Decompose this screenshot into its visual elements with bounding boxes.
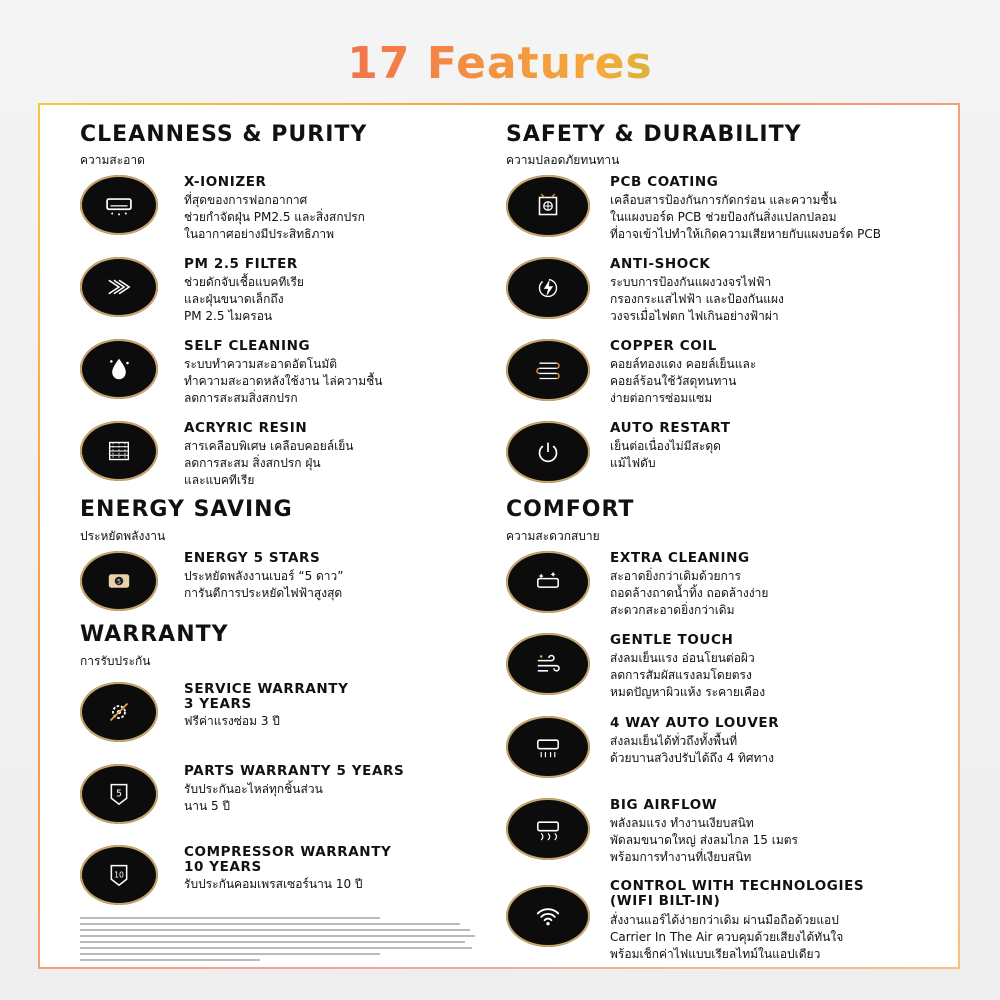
feature-title: PM 2.5 FILTER (184, 256, 298, 272)
desc-line: สารเคลือบพิเศษ เคลือบคอยล์เย็น (184, 439, 354, 453)
feature-title: EXTRA CLEANING (610, 550, 750, 566)
louver-ac-icon (506, 716, 590, 778)
title-line: CONTROL WITH TECHNOLOGIES (610, 878, 865, 894)
desc-line: ส่งลมเย็นแรง อ่อนโยนต่อผิว (610, 651, 755, 665)
desc-line: ระบบทำความสะอาดอัตโนมัติ (184, 357, 338, 371)
wifi-icon (506, 885, 590, 947)
desc-line: ในแผงบอร์ด PCB ช่วยป้องกันสิ่งแปลกปลอม (610, 210, 837, 224)
power-restart-icon (506, 421, 590, 483)
desc-line: รับประกันอะไหล่ทุกชิ้นส่วน (184, 782, 323, 796)
feature-title (184, 845, 391, 875)
desc-line: แม้ไฟดับ (610, 456, 656, 470)
desc-line: ช่วยกำจัดฝุ่น PM2.5 และสิ่งสกปรก (184, 210, 365, 224)
feature-desc (184, 876, 363, 893)
feature-desc (184, 568, 344, 602)
feature-desc (610, 568, 768, 619)
section-title-energy: ENERGY SAVING (80, 497, 293, 522)
feature-desc (184, 192, 365, 243)
fine-print (80, 917, 500, 967)
desc-line: เคลือบสารป้องกันการกัดกร่อน และความชื้น (610, 193, 837, 207)
title-line: 10 YEARS (184, 859, 262, 875)
section-title-warranty: WARRANTY (80, 622, 229, 647)
gear-wrench-icon (80, 682, 158, 742)
feature-desc (184, 438, 353, 489)
section-title-comfort: COMFORT (506, 497, 635, 522)
desc-line: วงจรเมื่อไฟตก ไฟเกินอย่างฟ้าผ่า (610, 309, 779, 323)
svg-text:5: 5 (116, 788, 122, 800)
desc-line: และฝุ่นขนาดเล็กถึง (184, 292, 284, 306)
feature-title: AUTO RESTART (610, 420, 731, 436)
feature-title: BIG AIRFLOW (610, 797, 718, 813)
desc-line: Carrier In The Air ควบคุมด้วยเสียงได้ทันใจ (610, 930, 844, 944)
desc-line: และแบคทีเรีย (184, 473, 255, 487)
feature-title: ACRYRIC RESIN (184, 420, 308, 436)
title-line: 3 YEARS (184, 696, 252, 712)
feature-desc (610, 274, 784, 325)
energy-label-5-icon (80, 551, 158, 611)
feature-desc (184, 781, 323, 815)
feature-title: ENERGY 5 STARS (184, 550, 321, 566)
svg-text:10: 10 (114, 870, 124, 880)
svg-text:5: 5 (117, 578, 121, 586)
desc-line: ทำความสะอาดหลังใช้งาน ไล่ความชื้น (184, 374, 383, 388)
section-title-cleanness: CLEANNESS & PURITY (80, 122, 368, 147)
feature-title: X-IONIZER (184, 174, 267, 190)
desc-line: คอยล์ร้อนใช้วัสดุทนทาน (610, 374, 737, 388)
feature-desc (184, 274, 304, 325)
section-subtitle-comfort: ความสะดวกสบาย (506, 529, 600, 543)
desc-line: ฟรีค่าแรงซ่อม 3 ปี (184, 714, 280, 728)
desc-line: นาน 5 ปี (184, 799, 231, 813)
section-subtitle-warranty: การรับประกัน (80, 654, 151, 668)
desc-line: พร้อมการทำงานที่เงียบสนิท (610, 850, 752, 864)
feature-title: PCB COATING (610, 174, 719, 190)
feature-title (184, 682, 349, 712)
hero-title: 17 Features (0, 38, 1000, 89)
desc-line: ประหยัดพลังงานเบอร์ “5 ดาว” (184, 569, 344, 583)
desc-line: สั่งงานแอร์ได้ง่ายกว่าเดิม ผ่านมือถือด้วยแอป (610, 913, 839, 927)
desc-line: พลังลมแรง ทำงานเงียบสนิท (610, 816, 754, 830)
desc-line: ระบบการป้องกันแผงวงจรไฟฟ้า (610, 275, 772, 289)
section-subtitle-safety: ความปลอดภัยทนทาน (506, 153, 620, 167)
water-drop-icon (80, 339, 158, 399)
feature-title: PARTS WARRANTY 5 YEARS (184, 763, 405, 779)
desc-line: รับประกันคอมเพรสเซอร์นาน 10 ปี (184, 877, 363, 891)
desc-line: พร้อมเช็กค่าไฟแบบเรียลไทม์ในแอปเดียว (610, 947, 821, 961)
desc-line: สะดวกสะอาดยิ่งกว่าเดิม (610, 603, 735, 617)
desc-line: การันตีการประหยัดไฟฟ้าสูงสุด (184, 586, 343, 600)
desc-line: ลดการสัมผัสแรงลมโดยตรง (610, 668, 752, 682)
feature-title: SELF CLEANING (184, 338, 311, 354)
feature-desc (610, 733, 774, 767)
copper-coil-icon (506, 339, 590, 401)
desc-line: ในอากาศอย่างมีประสิทธิภาพ (184, 227, 334, 241)
desc-line: ที่สุดของการฟอกอากาศ (184, 193, 308, 207)
desc-line: ลดการสะสม สิ่งสกปรก ฝุ่น (184, 456, 321, 470)
filter-icon (80, 257, 158, 317)
pcb-fan-icon (506, 175, 590, 237)
feature-desc (610, 438, 721, 472)
title-line: SERVICE WARRANTY (184, 681, 349, 697)
desc-line: พัดลมขนาดใหญ่ ส่งลมไกล 15 เมตร (610, 833, 798, 847)
desc-line: หมดปัญหาผิวแห้ง ระคายเคือง (610, 685, 766, 699)
badge-5-icon (80, 764, 158, 824)
desc-line: สะอาดยิ่งกว่าเดิมด้วยการ (610, 569, 741, 583)
desc-line: ส่งลมเย็นได้ทั่วถึงทั้งพื้นที่ (610, 734, 738, 748)
feature-title: COPPER COIL (610, 338, 718, 354)
feature-title (610, 879, 864, 909)
feature-desc (610, 192, 881, 243)
section-subtitle-cleanness: ความสะอาด (80, 153, 145, 167)
feature-title: ANTI-SHOCK (610, 256, 711, 272)
feature-desc (610, 650, 765, 701)
feature-title: GENTLE TOUCH (610, 632, 734, 648)
badge-10-icon (80, 845, 158, 905)
features-panel (38, 103, 960, 969)
ionizer-ac-icon (80, 175, 158, 235)
coil-resin-icon (80, 421, 158, 481)
desc-line: ที่อาจเข้าไปทำให้เกิดความเสียหายกับแผงบอร์ด PCB (610, 227, 881, 241)
title-line: (WIFI BILT-IN) (610, 893, 721, 909)
desc-line: ลดการสะสมสิ่งสกปรก (184, 391, 298, 405)
feature-desc (184, 713, 280, 730)
desc-line: ช่วยดักจับเชื้อแบคทีเรีย (184, 275, 304, 289)
desc-line: คอยล์ทองแดง คอยล์เย็นและ (610, 357, 757, 371)
desc-line: PM 2.5 ไมครอน (184, 309, 273, 323)
desc-line: กรองกระแสไฟฟ้า และป้องกันแผง (610, 292, 784, 306)
fine-print-lines (80, 917, 480, 965)
desc-line: ง่ายต่อการซ่อมแซม (610, 391, 713, 405)
feature-desc (610, 912, 843, 963)
section-subtitle-energy: ประหยัดพลังงาน (80, 529, 166, 543)
ac-sparkle-icon (506, 551, 590, 613)
title-line: COMPRESSOR WARRANTY (184, 844, 392, 860)
section-title-safety: SAFETY & DURABILITY (506, 122, 802, 147)
feature-title: 4 WAY AUTO LOUVER (610, 715, 780, 731)
feature-desc (184, 356, 382, 407)
gentle-wind-icon (506, 633, 590, 695)
airflow-ac-icon (506, 798, 590, 860)
desc-line: ถอดล้างถาดน้ำทิ้ง ถอดล้างง่าย (610, 586, 769, 600)
feature-desc (610, 356, 756, 407)
feature-desc (610, 815, 798, 866)
desc-line: ด้วยบานสวิงปรับได้ถึง 4 ทิศทาง (610, 751, 774, 765)
lightning-icon (506, 257, 590, 319)
desc-line: เย็นต่อเนื่องไม่มีสะดุด (610, 439, 721, 453)
